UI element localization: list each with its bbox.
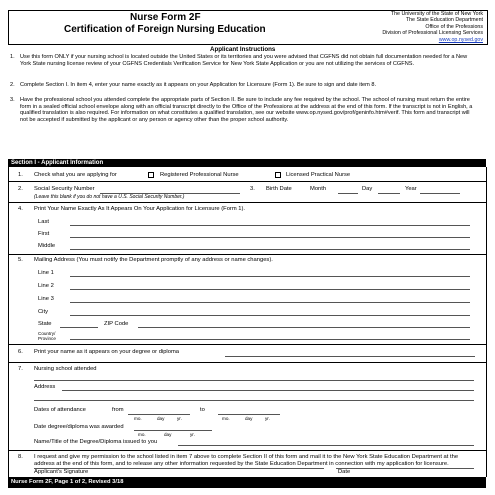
to-label: to [200, 407, 205, 413]
from-day-label: day [157, 416, 165, 421]
q3-number: 3. [250, 186, 255, 192]
ssn-label: Social Security Number [34, 186, 95, 192]
birth-day-field[interactable] [378, 193, 400, 194]
q4-label: Print Your Name Exactly As It Appears On Your Application for Licensure (Form 1). [34, 206, 246, 212]
form-title: Certification of Foreign Nursing Education [64, 24, 266, 35]
row-divider [8, 344, 486, 345]
state-label: State [38, 321, 52, 327]
school-label: Nursing school attended [34, 366, 97, 372]
middle-name-field[interactable] [70, 249, 470, 250]
instruction-text: Have the professional school you attended complete the appropriate parts of Section II. Be sure to include any fee required by the school. The school of nursing must return the entire form in a sealed official school envelope along with an official transcript directly to the Office of the Professions at the address at the end of this form. If the transcript is not in English, a qualified translation is also required. For information on what constitutes a qualified translation, see our website www.op.nysed.gov/prof/geninfo.htm#verif. This form and transcript will not be accepted if submitted by the applicant or any person or agency other than the proper school authority. [20, 97, 473, 123]
form-number: Nurse Form 2F [130, 12, 201, 23]
q6-number: 6. [18, 349, 23, 355]
diploma-name-field[interactable] [225, 356, 475, 357]
q1-label: Check what you are applying for [34, 172, 117, 178]
agency-line: Division of Professional Licensing Services [382, 30, 483, 37]
degree-day-label: day [164, 432, 172, 437]
to-yr-label: yr. [265, 416, 270, 421]
zip-label: ZIP Code [104, 321, 129, 327]
address-line1-label: Line 1 [38, 270, 54, 276]
zip-field[interactable] [138, 327, 470, 328]
degree-yr-label: yr. [190, 432, 195, 437]
lpn-option-label: Licensed Practical Nurse [286, 172, 351, 178]
row-divider [8, 181, 486, 182]
birth-year-label: Year [405, 186, 417, 192]
degree-date-label: Date degree/diploma was awarded [34, 424, 124, 430]
instruction-number: 2. [10, 82, 15, 88]
birth-year-field[interactable] [420, 193, 460, 194]
q2-number: 2. [18, 186, 23, 192]
agency-block [382, 11, 483, 43]
degree-title-label: Name/Title of the Degree/Diploma issued to you [34, 439, 158, 445]
school-address-field-2[interactable] [34, 400, 474, 401]
from-yr-label: yr. [177, 416, 182, 421]
birth-date-label: Birth Date [266, 186, 292, 192]
agency-url-link[interactable]: www.op.nysed.gov [438, 36, 483, 43]
instruction-number: 3. [10, 97, 15, 103]
degree-title-field[interactable] [178, 445, 474, 446]
instruction-item [10, 97, 476, 123]
middle-name-label: Middle [38, 243, 56, 249]
address-line2-field[interactable] [70, 289, 470, 290]
country-field[interactable] [70, 339, 470, 340]
dates-attendance-label: Dates of attendance [34, 407, 86, 413]
form-footer: Nurse Form 2F, Page 1 of 2, Revised 3/18 [8, 477, 486, 488]
first-name-label: First [38, 231, 50, 237]
lpn-checkbox[interactable] [275, 172, 281, 178]
address-line1-field[interactable] [70, 276, 470, 277]
school-address-field[interactable] [62, 390, 474, 391]
degree-mo-label: mo. [138, 432, 146, 437]
to-day-label: day [245, 416, 253, 421]
instruction-item [10, 82, 476, 89]
last-name-field[interactable] [70, 225, 470, 226]
signature-date-label: Date [338, 469, 351, 475]
to-date-field[interactable] [218, 414, 280, 415]
city-label: City [38, 309, 48, 315]
address-line3-label: Line 3 [38, 296, 54, 302]
instruction-number: 1. [10, 54, 15, 60]
from-date-field[interactable] [128, 414, 190, 415]
country-label: Country/ Province [38, 331, 56, 341]
from-mo-label: mo. [134, 416, 142, 421]
q4-number: 4. [18, 206, 23, 212]
row-divider [8, 450, 486, 451]
form-border-left [8, 167, 9, 477]
agency-line: Office of the Professions [425, 23, 483, 30]
degree-date-field[interactable] [134, 430, 212, 431]
instruction-item [10, 54, 476, 67]
from-label: from [112, 407, 124, 413]
agency-line: The State Education Department [405, 17, 483, 24]
instructions-heading: Applicant Instructions [210, 46, 276, 53]
birth-day-label: Day [362, 186, 373, 192]
rn-checkbox[interactable] [148, 172, 154, 178]
birth-month-field[interactable] [338, 193, 358, 194]
row-divider [8, 254, 486, 255]
row-divider [8, 362, 486, 363]
state-field[interactable] [60, 327, 98, 328]
q8-number: 8. [18, 454, 23, 460]
birth-month-label: Month [310, 186, 327, 192]
form-border-right [486, 167, 487, 477]
instruction-text: Use this form ONLY if your nursing school is located outside the United States or its territories and you were advised that CGFNS did not obtain full documentation needed for a New York State nursing license review of your CGFNS Credentials Verification Service for New York State Application or you are not utilizing the services of CGFNS. [20, 54, 468, 67]
rn-option-label: Registered Professional Nurse [160, 172, 239, 178]
school-name-field[interactable] [34, 380, 474, 381]
q7-number: 7. [18, 366, 23, 372]
city-field[interactable] [70, 315, 470, 316]
q1-number: 1. [18, 172, 23, 178]
school-address-label: Address [34, 384, 56, 390]
instruction-text: Complete Section I. In item 4, enter your name exactly as it appears on your Application for Licensure (Form 1). Be sure to sign and date item 8. [20, 82, 377, 88]
to-mo-label: mo. [222, 416, 230, 421]
q8-consent-text: I request and give my permission to the school listed in item 7 above to complete Section II of this form and mail it to the New York State Education Department at the address at the end of this form, and to release any other information requested by the State Education Department in connection with my application for licensure. [34, 454, 459, 467]
row-divider [8, 202, 486, 203]
address-line3-field[interactable] [70, 302, 470, 303]
address-line2-label: Line 2 [38, 283, 54, 289]
q5-number: 5. [18, 257, 23, 263]
signature-date-field[interactable] [336, 468, 474, 469]
q5-label: Mailing Address (You must notify the Department promptly of any address or name changes). [34, 257, 273, 263]
ssn-note: (Leave this blank if you do not have a U.S. Social Security Number.) [34, 194, 185, 200]
agency-line: The University of the State of New York [390, 11, 483, 17]
section-1-heading: Section I - Applicant Information [8, 159, 486, 167]
signature-label: Applicant's Signature [34, 469, 89, 475]
last-name-label: Last [38, 219, 49, 225]
first-name-field[interactable] [70, 237, 470, 238]
q6-label: Print your name as it appears on your degree or diploma [34, 349, 180, 355]
